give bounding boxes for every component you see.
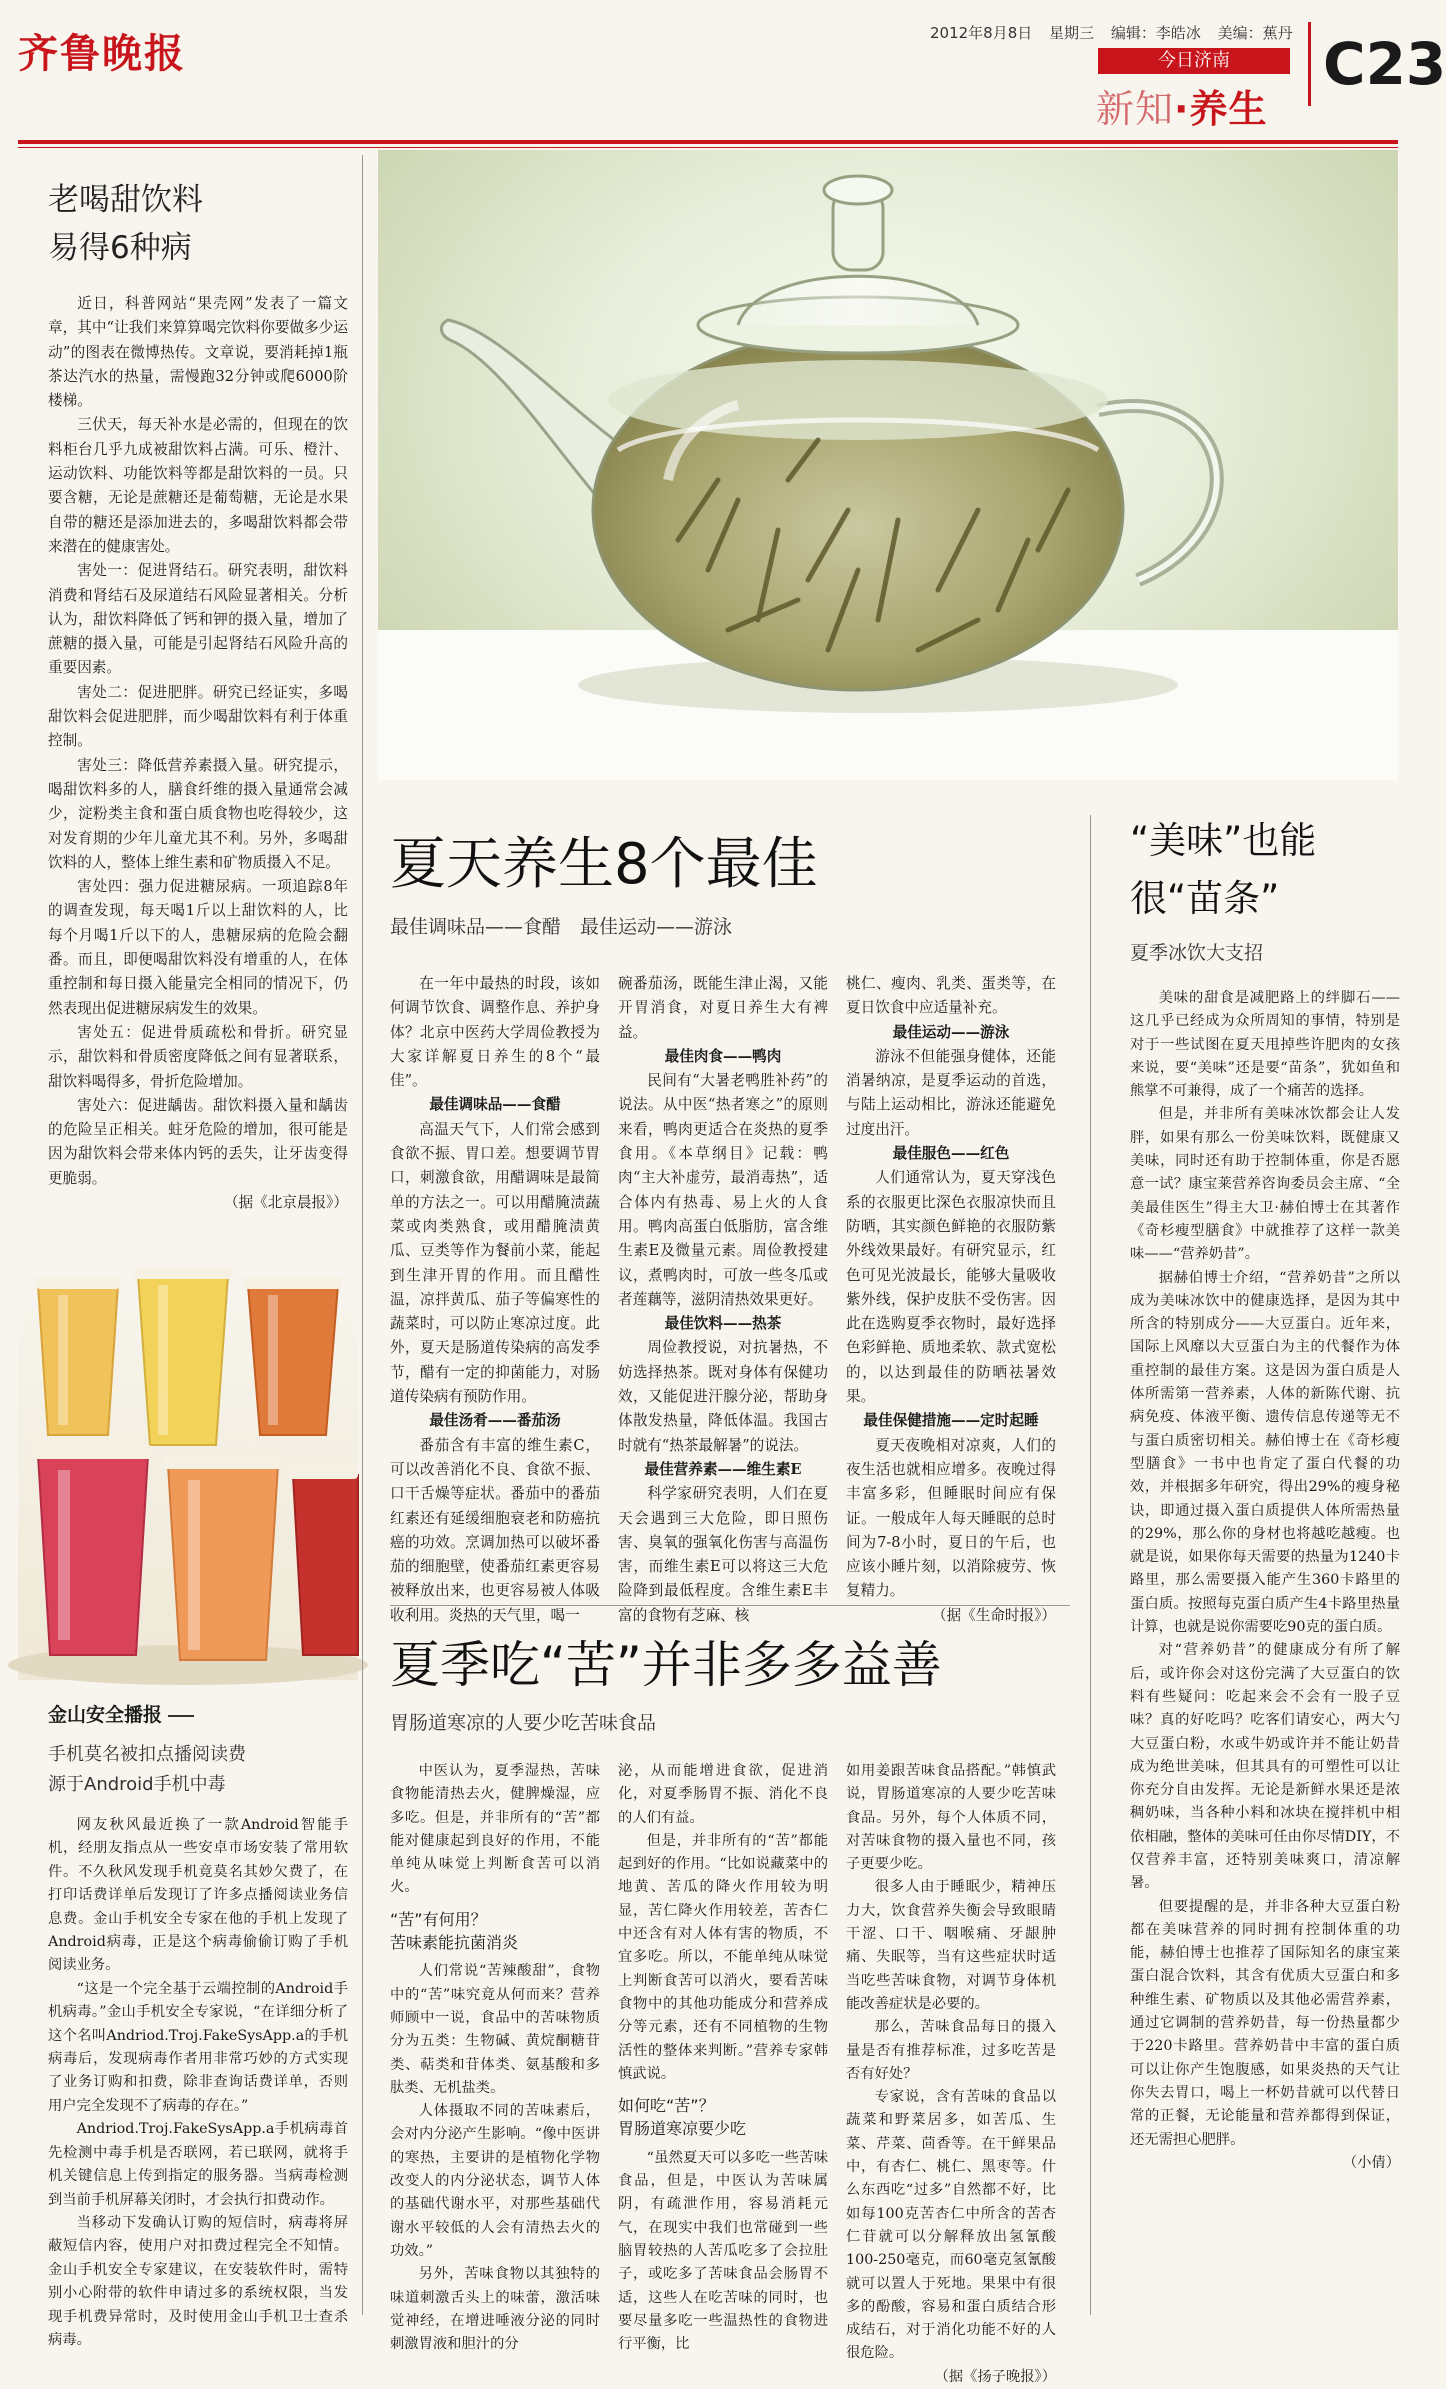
juice-cups-photo [18,1265,358,1680]
side-article-paragraph: 据赫伯博士介绍，“营养奶昔”之所以成为美味冰饮中的健康选择，是因为其中所含的特别成分——大豆蛋白。近年来，国际上风靡以大豆蛋白为主的代餐作为体重控制的最佳方案。这是因为蛋白质是人体所需第一营养素，人体的新陈代谢、抗病免疫、体液平衡、遗传信息传递等无不与蛋白质密切相关。赫伯博士在《奇杉瘦型膳食》一书中也肯定了蛋白代餐的功效，并根据多年研究，得出29%的瘦身秘诀，即通过摄入蛋白质提供人体所需热量的29%，那么你的身材也将越吃越瘦。也就是说，如果你每天需要的热量为1240卡路里，那么需要摄入能产生360卡路里的蛋白质。按照每克蛋白质产生4卡路里热量计算，也就是说你需要吃90克的蛋白质。 [1130,1269,1400,1636]
bottom-article-column-1 [390,1760,600,2356]
teapot-photo [378,150,1398,780]
main-col3-item: 人们通常认为，夏天穿浅色系的衣服更比深色衣服凉快而且防晒，其实颜色鲜艳的衣服防紫外线效果最好。有研究显示，红色可见光波最长，能够大量吸收紫外线，保护皮肤不受伤害。因此在选购夏季衣物时，最好选择色彩鲜艳、质地柔软、款式宽松的，以达到最佳的防晒祛暑效果。 [846,1169,1056,1406]
section-title-dot: · [1174,87,1190,131]
left-bottom-paragraph: Andriod.Troj.FakeSysApp.a手机病毒首先检测中毒手机是否联网，若已联网，就将手机关键信息上传到指定的服务器。当病毒检测到当前手机屏幕关闭时，才会执行扣费动作。 [48,2121,348,2208]
main-article-column-3 [846,972,1056,1628]
bottom-col1-head2: 苦味素能抗菌消炎 [390,1933,519,1953]
left-article [48,160,348,1215]
bottom-article-column-3 [846,1760,1056,2389]
main-col1-item: 高温天气下，人们常会感到食欲不振、胃口差。想要调节胃口，刺激食欲，用醋调味是最简单的方法之一。可以用醋腌渍蔬菜或肉类熟食，或用醋腌渍黄瓜、豆类等作为餐前小菜，能起到生津开胃的作用。而且醋性温，凉拌黄瓜、茄子等偏寒性的蔬菜时，可以防止寒凉过度。此外，夏天是肠道传染病的高发季节，醋有一定的抑菌能力，对肠道传染病有预防作用。 [390,1120,600,1406]
left-article-paragraph: 害处三：降低营养素摄入量。研究提示，喝甜饮料多的人，膳食纤维的摄入量通常会减少，淀粉类主食和蛋白质食物也吃得较少，这对发育期的少年儿童尤其不利。另外，多喝甜饮料的人，整体上维生素和矿物质摄入不足。 [48,756,348,871]
main-col3-item: 夏天夜晚相对凉爽，人们的夜生活也就相应增多。夜晚过得丰富多彩，但睡眠时间应有保证。一般成年人每天睡眠的总时间为7-8小时，夏日的午后，也应该小睡片刻，以消除疲劳、恢复精力。 [846,1436,1056,1600]
bottom-article-source: （据《扬子晚报》） [934,2368,1056,2385]
bottom-col1-item: 另外，苦味食物以其独特的味道刺激舌头上的味蕾，激活味觉神经，在增进唾液分泌的同时刺激胃液和胆汁的分 [390,2266,600,2353]
header-rule [18,140,1398,144]
bottom-col2-item: 但是，并非所有的“苦”都能起到好的作用。“比如说藏菜中的地黄、苦瓜的降火作用较为明显，苦仁降火作用较差，苦杏仁中还含有对人体有害的物质，不宜多吃。所以，不能单纯从味觉上判断食苦可以消火，要看苦味食物中的其他功能成分和营养成分等元素，还有不同植物的生物活性的整体来判断。”营养专家韩慎武说。 [618,1832,828,2082]
main-col1-subhead: 最佳调味品——食醋 [429,1096,561,1114]
bottom-col2-item: “虽然夏天可以多吃一些苦味食品，但是，中医认为苦味属阴，有疏泄作用，容易消耗元气，在现实中我们也常碰到一些脑胃较热的人苦瓜吃多了会拉肚子，或吃多了苦味食品会肠胃不适，这些人在吃苦味的同时，也要尽量多吃一些温热性的食物进行平衡，比 [618,2149,828,2353]
left-bottom-article [48,1740,348,2352]
bottom-col3-item: 很多人由于睡眠少，精神压力大，饮食营养失衡会导致眼睛干涩、口干、咽喉痛、牙龈肿痛、失眠等，当有这些症状时适当吃些苦味食物，对调节身体机能改善症状是必要的。 [846,1879,1056,2012]
left-article-paragraph: 害处二：促进肥胖。研究已经证实，多喝甜饮料会促进肥胖，而少喝甜饮料有利于体重控制。 [48,683,348,750]
section-title-b: 养生 [1189,87,1268,131]
issue-info [930,22,1305,43]
bottom-article-title: 夏季吃“苦”并非多多益善 [390,1636,942,1694]
bottom-col3-item: 专家说，含有苦味的食品以蔬菜和野菜居多，如苦瓜、生菜、芹菜、茴香等。在干鲜果品中，有杏仁、桃仁、黑枣等。什么东西吃“过多”自然都不好，比如每100克苦杏仁中所含的苦杏仁苷就可以分解释放出氢氰酸100-250毫克，而60毫克氢氰酸就可以置人于死地。果果中有很多的酚酸，容易和蛋白质结合形成结石，对于消化功能不好的人很危险。 [846,2089,1056,2362]
side-article-subtitle: 夏季冰饮大支招 [1130,942,1264,964]
left-article-paragraph: 害处六：促进龋齿。甜饮料摄入量和龋齿的危险呈正相关。蛀牙危险的增加，很可能是因为甜饮料会带来体内钙的丢失，让牙齿变得更脆弱。 [48,1096,348,1187]
left-article-source: （据《北京晨报》） [223,1193,348,1211]
bottom-col3-item: 如用姜跟苦味食品搭配。”韩慎武说，胃肠道寒凉的人要少吃苦味食品。另外，每个人体质不同，对苦味食物的摄入量也不同，孩子更要少吃。 [846,1763,1056,1873]
left-article-title-2: 易得6种病 [48,230,192,266]
side-article-paragraph: 但要提醒的是，并非各种大豆蛋白粉都在美味营养的同时拥有控制体重的功能，赫伯博士也推荐了国际知名的康宝莱蛋白混合饮料，其含有优质大豆蛋白和多种维生素、矿物质以及其他必需营养素，通过它调制的营养奶昔，每一份热量都少于220卡路里。营养奶昔中丰富的蛋白质可以让你产生饱腹感，如果炎热的天气让你失去胃口，喝上一杯奶昔就可以代替日常的正餐，无论能量和营养都得到保证，还无需担心肥胖。 [1130,1898,1400,2148]
issue-date: 2012年8月8日 [930,24,1033,42]
designer-credit: 美编：蕉丹 [1217,24,1293,42]
main-col3-item: 游泳不但能强身健体，还能消暑纳凉，是夏季运动的首选，与陆上运动相比，游泳还能避免过度出汗。 [846,1047,1056,1138]
main-col3-item: 桃仁、瘦肉、乳类、蛋类等，在夏日饮食中应适量补充。 [846,975,1056,1017]
side-article-body [1130,987,1400,2175]
main-col1-item: 番茄含有丰富的维生素C，可以改善消化不良、食欲不振、口干舌燥等症状。番茄中的番茄红素还有延缓细胞衰老和防癌抗癌的功效。烹调加热可以破坏番茄的细胞壁，使番茄红素更容易被释放出来，也更容易被人体吸收利用。炎热的天气里，喝一 [390,1436,600,1624]
glass-teapot-illustration [378,150,1398,780]
left-article-paragraph: 害处四：强力促进糖尿病。一项追踪8年的调查发现，每天喝1斤以上甜饮料的人，比每个月喝1斤以下的人，患糖尿病的危险会翻番。而且，即便喝甜饮料没有增重的人，在体重控制和每日摄入能量完全相同的情况下，仍然表现出促进糖尿病发生的效果。 [48,878,348,1017]
side-article-title-2: 很“苗条” [1130,877,1280,920]
column-divider [362,155,363,2315]
main-col3-subhead: 最佳保健措施——定时起睡 [863,1412,1039,1430]
bottom-col2-item: 泌，从而能增进食欲，促进消化，对夏季肠胃不振、消化不良的人们有益。 [618,1763,828,1826]
left-bottom-title-2: 源于Android手机中毒 [48,1774,226,1795]
side-article-paragraph: 但是，并非所有美味冰饮都会让人发胖，如果有那么一份美味饮料，既健康又美味，同时还有助于控制体重，你是否愿意一试？康宝莱营养咨询委员会主席、“全美最佳医生”得主大卫·赫伯博士在其著作《奇杉瘦型膳食》中就推荐了这样一款美味——“营养奶昔”。 [1130,1106,1400,1263]
left-bottom-paragraph: 当移动下发确认订购的短信时，病毒将屏蔽短信内容，使用户对扣费过程完全不知情。金山手机安全专家建议，在安装软件时，需特别小心附带的软件申请过多的系统权限，当发现手机费异常时，及时使用金山手机卫士查杀病毒。 [48,2214,348,2348]
juice-cups-illustration [18,1265,358,1680]
bottom-col1-item: 人体摄取不同的苦味素后，会对内分泌产生影响。“像中医讲的寒热，主要讲的是植物化学物改变人的内分泌状态，调节人体的基础代谢水平，对那些基础代谢水平较低的人会有清热去火的功效。” [390,2103,600,2259]
main-article-column-1 [390,972,600,1628]
main-col1-subhead: 最佳汤肴——番茄汤 [429,1412,561,1430]
main-article-column-2 [618,972,828,1628]
left-article-paragraph: 害处五：促进骨质疏松和骨折。研究显示，甜饮料和骨质密度降低之间有显著联系，甜饮料喝得多，骨折危险增加。 [48,1023,348,1090]
page-number: C23 [1308,22,1408,106]
main-col2-subhead: 最佳饮料——热茶 [664,1315,782,1333]
side-article-paragraph: 美味的甜食是减肥路上的绊脚石——这几乎已经成为众所周知的事情，特别是对于一些试图在夏天甩掉些许肥肉的女孩来说，要“美味”还是要“苗条”，犹如鱼和熊掌不可兼得，成了一个痛苦的选择。 [1130,990,1400,1100]
news-tag: 金山安全播报 [48,1700,194,1727]
main-col2-item: 民间有“大暑老鸭胜补药”的说法。从中医“热者寒之”的原则来看，鸭肉更适合在炎热的夏季食用。《本草纲目》记载：鸭肉“主大补虚劳，最消毒热”，适合体内有热毒、易上火的人食用。鸭肉高蛋白低脂肪，富含维生素E及微量元素。周俭教授建议，煮鸭肉时，可放一些冬瓜或者莲藕等，滋阴清热效果更好。 [618,1072,828,1308]
issue-weekday: 星期三 [1049,24,1095,42]
bottom-col2-head: 如何吃“苦”？ [618,2096,715,2116]
main-col2-subhead: 最佳营养素——维生素E [644,1460,802,1478]
section-title-a: 新知 [1096,87,1175,131]
main-col2-subhead: 最佳肉食——鸭肉 [664,1047,782,1065]
editor-credit: 编辑：李皓冰 [1110,24,1201,42]
bottom-article-subtitle: 胃肠道寒凉的人要少吃苦味食品 [390,1712,657,1734]
header-rule-thin [18,147,1398,148]
newspaper-logo: 齐鲁晚报 [18,30,186,77]
left-bottom-paragraph: 网友秋风最近换了一款Android智能手机，经朋友指点从一些安卓市场安装了常用软件。不久秋风发现手机竟莫名其妙欠费了，在打印话费详单后发现订了许多点播阅读业务信息费。金山手机安全专家在他的手机上发现了Android病毒，正是这个病毒偷偷订购了手机阅读业务。 [48,1817,348,1974]
left-bottom-title-1: 手机莫名被扣点播阅读费 [48,1744,246,1765]
main-article-subtitle: 最佳调味品——食醋 最佳运动——游泳 [390,916,733,938]
main-col2-item: 周俭教授说，对抗暑热，不妨选择热茶。既对身体有保健功效，又能促进汗腺分泌，帮助身体散发热量，降低体温。我国古时就有“热茶最解暑”的说法。 [618,1339,828,1454]
main-col2-item: 碗番茄汤，既能生津止渴，又能开胃消食，对夏日养生大有裨益。 [618,975,828,1041]
bottom-col1-item: 人们常说“苦辣酸甜”，食物中的“苦”味究竟从何而来？营养师顾中一说，食品中的苦味物质分为五类：生物碱、黄烷酮糖苷类、萜类和苷体类、氨基酸和多肽类、无机盐类。 [390,1963,600,2096]
main-article-source: （据《生命时报》） [931,1606,1056,1624]
side-article-title-1: “美味”也能 [1130,819,1317,862]
bottom-col2-head2: 胃肠道寒凉要少吃 [618,2119,747,2139]
bottom-col3-item: 那么，苦味食品每日的摄入量是否有推荐标准，过多吃苦是否有好处？ [846,2019,1056,2082]
main-col3-subhead: 最佳运动——游泳 [892,1023,1010,1041]
left-article-title-1: 老喝甜饮料 [48,182,203,218]
left-bottom-body [48,1814,348,2352]
side-article-source: （小倩） [1342,2154,1400,2171]
side-column-divider [1090,815,1091,2315]
main-article-title: 夏天养生8个最佳 [390,832,818,897]
bottom-article-column-2 [618,1760,828,2356]
side-article-paragraph: 对“营养奶昔”的健康成分有所了解后，或许你会对这份完满了大豆蛋白的饮料有些疑问：吃起来会不会有一股子豆味？真的好吃吗？吃客们请安心，两大勺大豆蛋白粉，水或牛奶或许并不能让奶昔成为绝世美味，但其具有的可塑性可以让你充分自由发挥。无论是新鲜水果还是浓稠奶味，当各种小料和冰块在搅拌机中相依相融，整体的美味可任由你尽情DIY，不仅营养丰富，还特别美味爽口，清凉解暑。 [1130,1642,1400,1892]
section-banner: 今日济南 [1098,48,1290,74]
left-article-body [48,292,348,1215]
bottom-col1-item: 中医认为，夏季湿热，苦味食物能清热去火，健脾燥湿，应多吃。但是，并非所有的“苦”都能对健康起到良好的作用，不能单纯从味觉上判断食苦可以消火。 [390,1763,600,1896]
left-bottom-paragraph: “这是一个完全基于云端控制的Android手机病毒。”金山手机安全专家说，“在详细分析了这个名叫Andriod.Troj.FakeSysApp.a的手机病毒后，发现病毒作者用非常巧妙的方式实现了业务订购和扣费，除非查询话费详单，否则用户完全发现不了病毒的存在。” [48,1980,348,2114]
bottom-col1-head: “苦”有何用？ [390,1909,487,1929]
side-article [1130,812,1400,2175]
main-col2-item: 科学家研究表明，人们在夏天会遇到三大危险，即日照伤害、臭氧的强氧化伤害与高温伤害，而维生素E可以将这三大危险降到最低程度。含维生素E丰富的食物有芝麻、核 [618,1485,828,1624]
left-article-paragraph: 害处一：促进肾结石。研究表明，甜饮料消费和肾结石及尿道结石风险显著相关。分析认为，甜饮料降低了钙和钾的摄入量，增加了蔗糖的摄入量，可能是引起肾结石风险升高的重要因素。 [48,562,348,677]
main-col1-item: 在一年中最热的时段，该如何调节饮食、调整作息、养护身体？北京中医药大学周俭教授为大家详解夏日养生的8个“最佳”。 [390,975,600,1090]
left-article-paragraph: 三伏天，每天补水是必需的，但现在的饮料柜台几乎九成被甜饮料占满。可乐、橙汁、运动饮料、功能饮料等都是甜饮料的一员。只要含糖，无论是蔗糖还是葡萄糖，无论是水果自带的糖还是添加进去的，多喝甜饮料都会带来潜在的健康害处。 [48,416,348,555]
main-col3-subhead: 最佳服色——红色 [892,1145,1010,1163]
left-article-paragraph: 近日，科普网站“果壳网”发表了一篇文章，其中“让我们来算算喝完饮料你要做多少运动”的图表在微博热传。文章说，要消耗掉1瓶茶达汽水的热量，需慢跑32分钟或爬6000阶楼梯。 [48,295,348,410]
section-title [1096,78,1267,133]
bottom-article-top-rule [390,1605,1070,1606]
